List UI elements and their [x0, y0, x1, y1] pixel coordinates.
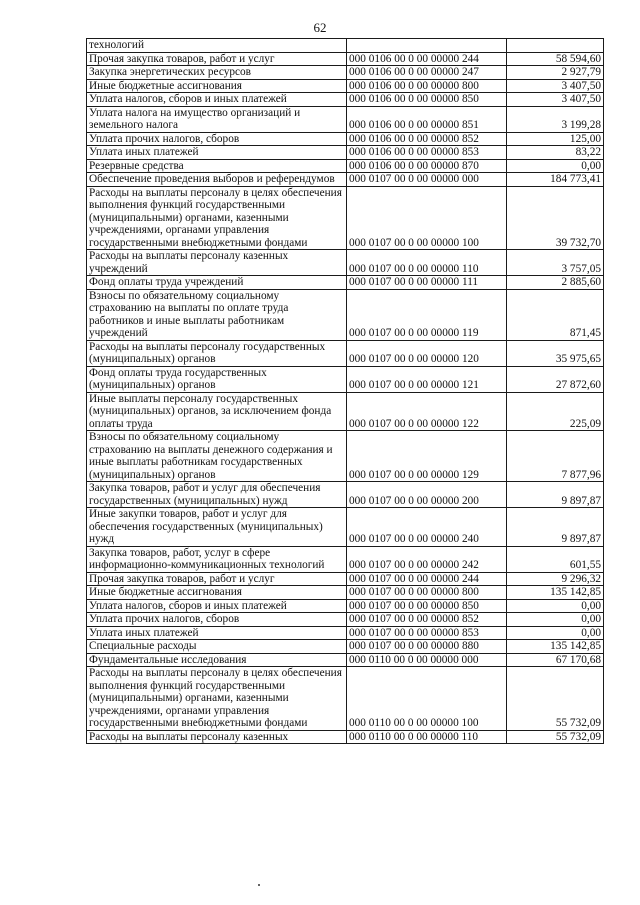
row-name-cell: Расходы на выплаты персоналу в целях обеспечения выполнения функций государственными (муниципальными) органами, казенными учреждениями, органами управления государственными внебюджетными фондами [87, 186, 347, 250]
row-name-cell: Закупка энергетических ресурсов [87, 66, 347, 80]
row-amount-cell: 35 975,65 [507, 340, 604, 366]
row-amount-cell: 3 407,50 [507, 79, 604, 93]
row-amount-cell: 83,22 [507, 146, 604, 160]
table-row [87, 431, 604, 482]
row-code-cell: 000 0106 00 0 00 00000 853 [347, 146, 507, 160]
table-row [87, 289, 604, 340]
table-row [87, 599, 604, 613]
row-name-cell: Уплата иных платежей [87, 146, 347, 160]
row-name-cell: Прочая закупка товаров, работ и услуг [87, 572, 347, 586]
row-name-cell: Уплата налогов, сборов и иных платежей [87, 93, 347, 107]
row-code-cell: 000 0107 00 0 00 00000 100 [347, 186, 507, 250]
table-row [87, 392, 604, 431]
row-code-cell: 000 0107 00 0 00 00000 000 [347, 173, 507, 187]
row-amount-cell: 58 594,60 [507, 52, 604, 66]
row-name-cell: Закупка товаров, работ, услуг в сфере информационно-коммуникационных технологий [87, 546, 347, 572]
row-code-cell: 000 0107 00 0 00 00000 240 [347, 508, 507, 547]
row-name-cell: Закупка товаров, работ и услуг для обеспечения государственных (муниципальных) нужд [87, 482, 347, 508]
budget-table-body [87, 39, 604, 744]
table-row [87, 340, 604, 366]
table-row [87, 39, 604, 53]
table-row [87, 482, 604, 508]
row-code-cell: 000 0107 00 0 00 00000 852 [347, 613, 507, 627]
table-row [87, 159, 604, 173]
row-amount-cell: 9 897,87 [507, 508, 604, 547]
row-amount-cell [507, 39, 604, 53]
row-name-cell: Обеспечение проведения выборов и референдумов [87, 173, 347, 187]
row-code-cell: 000 0110 00 0 00 00000 000 [347, 653, 507, 667]
table-row [87, 186, 604, 250]
row-code-cell: 000 0107 00 0 00 00000 120 [347, 340, 507, 366]
row-code-cell: 000 0107 00 0 00 00000 850 [347, 599, 507, 613]
row-name-cell: Взносы по обязательному социальному страхованию на выплаты по оплате труда работников и иные выплаты работникам учреждений [87, 289, 347, 340]
row-name-cell: Резервные средства [87, 159, 347, 173]
table-row [87, 572, 604, 586]
row-code-cell: 000 0107 00 0 00 00000 119 [347, 289, 507, 340]
row-code-cell: 000 0107 00 0 00 00000 880 [347, 640, 507, 654]
table-row [87, 79, 604, 93]
row-name-cell: Уплата иных платежей [87, 626, 347, 640]
table-row [87, 146, 604, 160]
row-code-cell: 000 0110 00 0 00 00000 110 [347, 730, 507, 744]
row-amount-cell: 0,00 [507, 599, 604, 613]
table-row [87, 366, 604, 392]
row-name-cell: Прочая закупка товаров, работ и услуг [87, 52, 347, 66]
row-name-cell: Взносы по обязательному социальному страхованию на выплаты денежного содержания и иные выплаты работникам государственных (муниципальных) органов [87, 431, 347, 482]
row-code-cell: 000 0107 00 0 00 00000 111 [347, 276, 507, 290]
row-code-cell: 000 0106 00 0 00 00000 852 [347, 132, 507, 146]
row-amount-cell: 225,09 [507, 392, 604, 431]
row-amount-cell: 9 296,32 [507, 572, 604, 586]
row-amount-cell: 39 732,70 [507, 186, 604, 250]
row-amount-cell: 55 732,09 [507, 730, 604, 744]
row-name-cell: Уплата налогов, сборов и иных платежей [87, 599, 347, 613]
row-name-cell: Расходы на выплаты персоналу в целях обеспечения выполнения функций государственными (муниципальными) органами, казенными учреждениями, органами управления государственными внебюджетными фондами [87, 667, 347, 731]
scan-dot [258, 884, 260, 886]
table-row [87, 52, 604, 66]
table-row [87, 250, 604, 276]
row-name-cell: Иные закупки товаров, работ и услуг для обеспечения государственных (муниципальных) нужд [87, 508, 347, 547]
page-number: 62 [313, 20, 327, 35]
row-code-cell: 000 0106 00 0 00 00000 851 [347, 106, 507, 132]
row-name-cell: Иные бюджетные ассигнования [87, 79, 347, 93]
row-amount-cell: 871,45 [507, 289, 604, 340]
table-row [87, 508, 604, 547]
table-row [87, 586, 604, 600]
row-code-cell: 000 0107 00 0 00 00000 853 [347, 626, 507, 640]
row-code-cell: 000 0107 00 0 00 00000 122 [347, 392, 507, 431]
table-row [87, 132, 604, 146]
row-code-cell: 000 0106 00 0 00 00000 800 [347, 79, 507, 93]
row-code-cell: 000 0107 00 0 00 00000 110 [347, 250, 507, 276]
budget-table [86, 38, 604, 744]
row-name-cell: Фонд оплаты труда государственных (муниципальных) органов [87, 366, 347, 392]
row-code-cell: 000 0107 00 0 00 00000 129 [347, 431, 507, 482]
row-name-cell: Специальные расходы [87, 640, 347, 654]
row-amount-cell: 0,00 [507, 613, 604, 627]
row-amount-cell: 2 885,60 [507, 276, 604, 290]
table-row [87, 66, 604, 80]
row-name-cell: Уплата прочих налогов, сборов [87, 132, 347, 146]
row-code-cell: 000 0106 00 0 00 00000 244 [347, 52, 507, 66]
row-name-cell: Расходы на выплаты персоналу казенных учреждений [87, 250, 347, 276]
table-row [87, 640, 604, 654]
row-name-cell: Иные бюджетные ассигнования [87, 586, 347, 600]
table-row [87, 276, 604, 290]
table-row [87, 653, 604, 667]
row-code-cell: 000 0107 00 0 00 00000 244 [347, 572, 507, 586]
row-amount-cell: 3 199,28 [507, 106, 604, 132]
table-row [87, 173, 604, 187]
row-amount-cell: 3 407,50 [507, 93, 604, 107]
row-name-cell: Иные выплаты персоналу государственных (муниципальных) органов, за исключением фонда оплаты труда [87, 392, 347, 431]
row-amount-cell: 125,00 [507, 132, 604, 146]
table-row [87, 730, 604, 744]
table-row [87, 546, 604, 572]
row-amount-cell: 55 732,09 [507, 667, 604, 731]
row-code-cell: 000 0110 00 0 00 00000 100 [347, 667, 507, 731]
row-code-cell [347, 39, 507, 53]
row-amount-cell: 2 927,79 [507, 66, 604, 80]
row-name-cell: Уплата налога на имущество организаций и земельного налога [87, 106, 347, 132]
row-amount-cell: 27 872,60 [507, 366, 604, 392]
row-name-cell: Уплата прочих налогов, сборов [87, 613, 347, 627]
row-amount-cell: 135 142,85 [507, 586, 604, 600]
table-row [87, 626, 604, 640]
row-name-cell: Фундаментальные исследования [87, 653, 347, 667]
row-amount-cell: 0,00 [507, 626, 604, 640]
row-amount-cell: 9 897,87 [507, 482, 604, 508]
row-name-cell: Расходы на выплаты персоналу государственных (муниципальных) органов [87, 340, 347, 366]
row-code-cell: 000 0107 00 0 00 00000 121 [347, 366, 507, 392]
row-name-cell: Фонд оплаты труда учреждений [87, 276, 347, 290]
row-amount-cell: 0,00 [507, 159, 604, 173]
row-amount-cell: 67 170,68 [507, 653, 604, 667]
row-code-cell: 000 0106 00 0 00 00000 850 [347, 93, 507, 107]
row-code-cell: 000 0106 00 0 00 00000 247 [347, 66, 507, 80]
row-amount-cell: 601,55 [507, 546, 604, 572]
table-row [87, 667, 604, 731]
row-code-cell: 000 0107 00 0 00 00000 200 [347, 482, 507, 508]
table-row [87, 613, 604, 627]
row-name-cell: Расходы на выплаты персоналу казенных [87, 730, 347, 744]
table-row [87, 106, 604, 132]
row-name-cell: технологий [87, 39, 347, 53]
row-code-cell: 000 0107 00 0 00 00000 242 [347, 546, 507, 572]
row-amount-cell: 7 877,96 [507, 431, 604, 482]
row-code-cell: 000 0107 00 0 00 00000 800 [347, 586, 507, 600]
row-amount-cell: 135 142,85 [507, 640, 604, 654]
table-row [87, 93, 604, 107]
row-code-cell: 000 0106 00 0 00 00000 870 [347, 159, 507, 173]
row-amount-cell: 184 773,41 [507, 173, 604, 187]
row-amount-cell: 3 757,05 [507, 250, 604, 276]
